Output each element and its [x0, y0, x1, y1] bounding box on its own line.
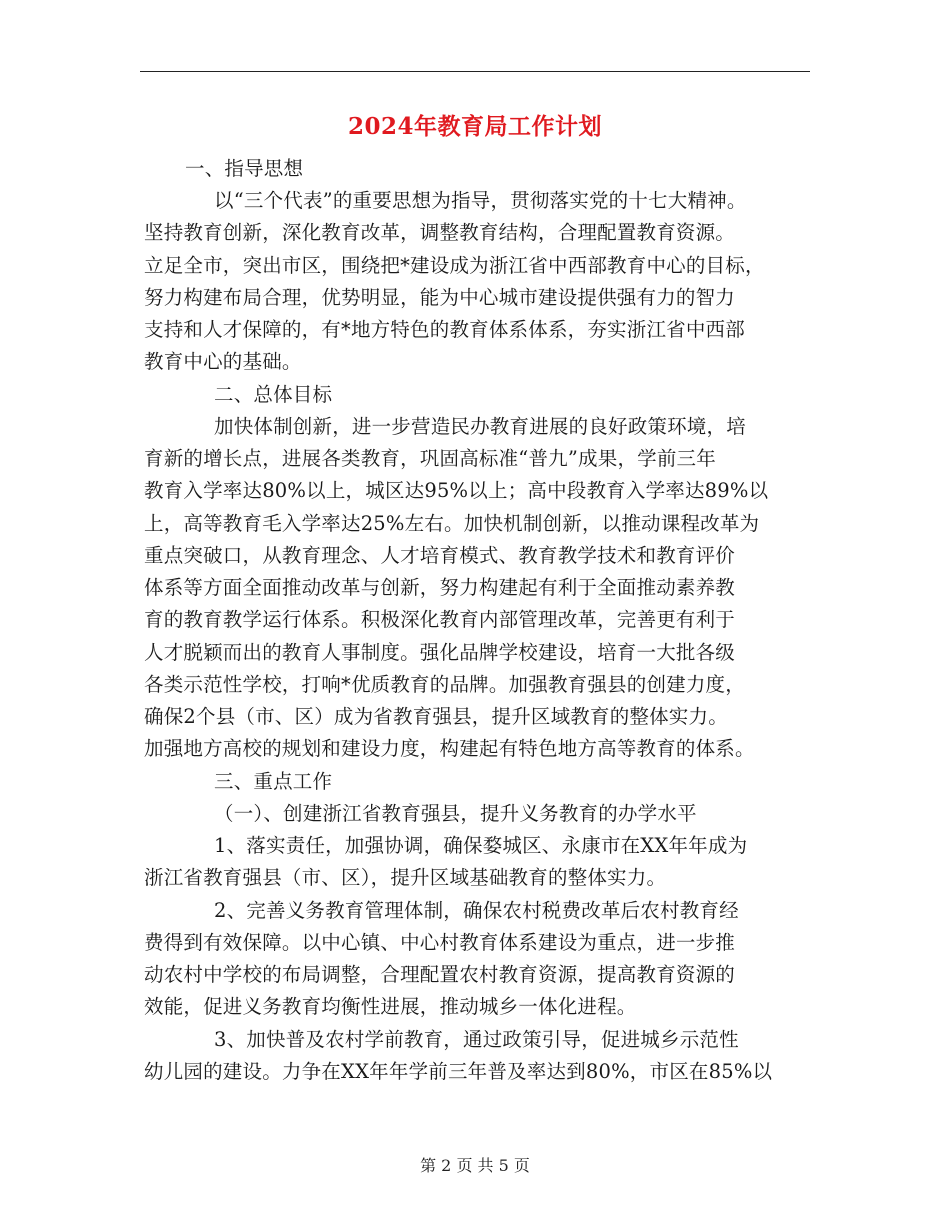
- paragraph-line: 加强地方高校的规划和建设力度，构建起有特色地方高等教育的体系。: [144, 737, 755, 760]
- paragraph-line: 教育中心的基础。: [144, 350, 302, 373]
- page-number-footer: 第 2 页 共 5 页: [420, 1156, 530, 1175]
- paragraph-line: 1、落实责任，加强协调，确保婺城区、永康市在XX年年成为: [214, 834, 748, 857]
- paragraph-line: 幼儿园的建设。力争在XX年年学前三年普及率达到80%，市区在85%以: [144, 1060, 773, 1083]
- paragraph-line: 2、完善义务教育管理体制，确保农村税费改革后农村教育经: [214, 899, 739, 922]
- paragraph-line: 教育入学率达80%以上，城区达95%以上；高中段教育入学率达89%以: [144, 479, 769, 502]
- paragraph-line: 以“三个代表”的重要思想为指导，贯彻落实党的十七大精神。: [214, 189, 747, 212]
- paragraph-line: 坚持教育创新，深化教育改革，调整教育结构，合理配置教育资源。: [144, 221, 736, 244]
- paragraph-line: 支持和人才保障的，有*地方特色的教育体系体系，夯实浙江省中西部: [144, 318, 745, 341]
- paragraph-line: 人才脱颖而出的教育人事制度。强化品牌学校建设，培育一大批各级: [144, 641, 736, 664]
- paragraph-line: 上，高等教育毛入学率达25%左右。加快机制创新，以推动课程改革为: [144, 512, 760, 535]
- paragraph-line: 重点突破口，从教育理念、人才培育模式、教育教学技术和教育评价: [144, 544, 736, 567]
- paragraph-line: 费得到有效保障。以中心镇、中心村教育体系建设为重点，进一步推: [144, 931, 736, 954]
- header-rule: [140, 71, 810, 72]
- document-title: 2024年教育局工作计划: [347, 113, 602, 140]
- section-heading: 一、指导思想: [185, 157, 304, 180]
- paragraph-line: 3、加快普及农村学前教育，通过政策引导，促进城乡示范性: [214, 1028, 739, 1051]
- paragraph-line: 加快体制创新，进一步营造民办教育进展的良好政策环境，培: [214, 415, 746, 438]
- paragraph-line: 努力构建布局合理，优势明显，能为中心城市建设提供强有力的智力: [144, 286, 736, 309]
- paragraph-line: 体系等方面全面推动改革与创新，努力构建起有利于全面推动素养教: [144, 576, 736, 599]
- paragraph-line: 动农村中学校的布局调整，合理配置农村教育资源，提高教育资源的: [144, 963, 736, 986]
- paragraph-line: 各类示范性学校，打响*优质教育的品牌。加强教育强县的创建力度，: [144, 673, 745, 696]
- paragraph-line: 立足全市，突出市区，围绕把*建设成为浙江省中西部教育中心的目标，: [144, 254, 765, 277]
- paragraph-line: 效能，促进义务教育均衡性进展，推动城乡一体化进程。: [144, 995, 637, 1018]
- section-heading: 三、重点工作: [214, 770, 333, 793]
- subsection-heading: （一）、创建浙江省教育强县，提升义务教育的办学水平: [214, 802, 697, 825]
- section-heading: 二、总体目标: [214, 383, 333, 406]
- paragraph-line: 确保2个县（市、区）成为省教育强县，提升区域教育的整体实力。: [144, 705, 728, 728]
- paragraph-line: 浙江省教育强县（市、区），提升区域基础教育的整体实力。: [144, 866, 667, 889]
- paragraph-line: 育新的增长点，进展各类教育，巩固高标准“普九”成果，学前三年: [144, 447, 716, 470]
- paragraph-line: 育的教育教学运行体系。积极深化教育内部管理改革，完善更有利于: [144, 608, 736, 631]
